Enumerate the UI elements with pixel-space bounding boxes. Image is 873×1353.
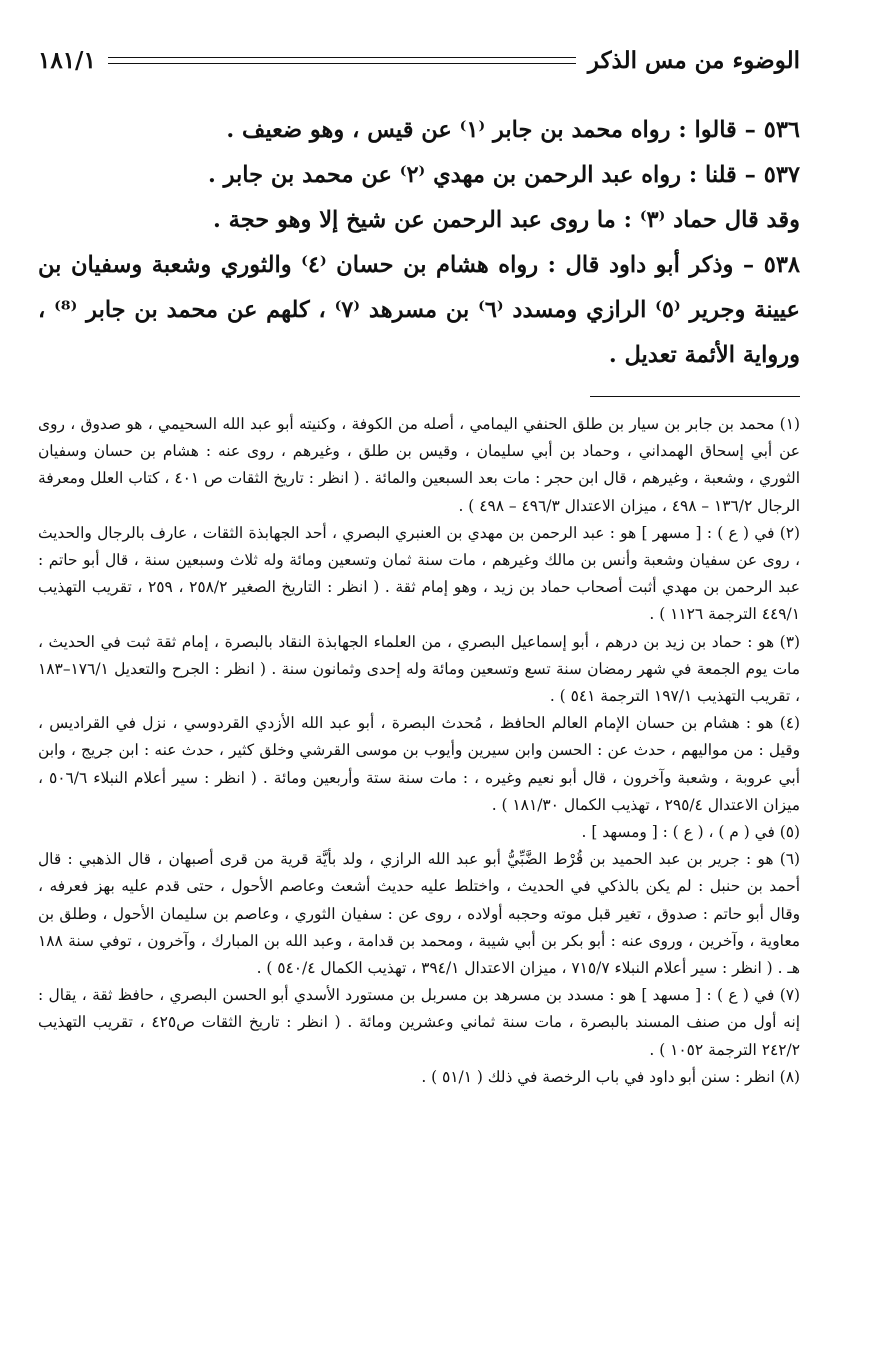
footnote-2: (٢) في ( ع ) : [ مسهر ] هو : عبد الرحمن بن مهدي بن العنبري البصري ، أحد الجهابذة الثقات ، عارف بالرجال والحديث ، روى عن سفيان وشعبة وأنس بن مالك وغيرهم ، مات سنة ثمان وتسعين ومائة وله ثلاث وسبعين سنة ، قال أبو حاتم : عبد الرحمن بن مهدي أثبت أصحاب حماد بن زيد ، وهو إمام ثقة . ( انظر : التاريخ الصغير ٢٥٨/٢ ، ٢٥٩ ، تقريب التهذيب ٤٤٩/١ الترجمة ١١٢٦ ) . bbox=[38, 523, 800, 624]
footnote-8: (٨) انظر : سنن أبو داود في باب الرخصة في ذلك ( ٥١/١ ) . bbox=[421, 1067, 800, 1086]
paragraph-538: ٥٣٨ – وذكر أبو داود قال : رواه هشام بن حسان ⁽٤⁾ والثوري وشعبة وسفيان بن عيينة وجرير ⁽٥⁾ الرازي ومسدد ⁽٦⁾ بن مسرهد ⁽٧⁾ ، كلهم عن محمد بن جابر ⁽⁸⁾ ، ورواية الأئمة تعديل . bbox=[38, 252, 800, 368]
footnote-5: (٥) في ( م ) ، ( ع ) : [ ومسهد ] . bbox=[581, 823, 800, 842]
footnote-4: (٤) هو : هشام بن حسان الإمام العالم الحافظ ، مُحدث البصرة ، أبو عبد الله الأزدي القردوسي ، نزل في القراديس ، وقيل : من مواليهم ، حدث عن : الحسن وابن سيرين وأيوب بن موسى القرشي وخلق كثير ، حدث عنه : ابن جريج ، وابن أبي عروبة ، وشعبة وآخرون ، قال أبو نعيم وغيره ، : مات سنة ستة وأربعين ومائة . ( انظر : سير أعلام النبلاء ٥٠٦/٦ ، ميزان الاعتدال ٢٩٥/٤ ، تهذيب الكمال ١٨١/٣٠ ) . bbox=[38, 714, 800, 814]
footnote-3: (٣) هو : حماد بن زيد بن درهم ، أبو إسماعيل البصري ، من العلماء الجهابذة النقاد بالبصرة ، إمام ثقة ثبت في الحديث ، مات يوم الجمعة في شهر رمضان سنة تسع وتسعين ومائة وله إحدى وثمانون سنة . ( انظر : الجرح والتعديل ١٧٦/١–١٨٣ ، تقريب التهذيب ١٩٧/١ الترجمة ٥٤١ ) . bbox=[38, 632, 800, 706]
book-page bbox=[38, 38, 800, 1328]
paragraph-hammad: وقد قال حماد ⁽٣⁾ : ما روى عبد الرحمن عن شيخ إلا وهو حجة . bbox=[213, 207, 800, 233]
running-title: الوضوء من مس الذكر bbox=[587, 46, 800, 74]
main-text bbox=[38, 108, 800, 378]
paragraph-536: ٥٣٦ – قالوا : رواه محمد بن جابر ⁽١⁾ عن قيس ، وهو ضعيف . bbox=[226, 117, 800, 143]
footnote-separator bbox=[590, 396, 800, 397]
footnotes bbox=[38, 411, 800, 1091]
paragraph-537: ٥٣٧ – قلنا : رواه عبد الرحمن بن مهدي ⁽٢⁾ عن محمد بن جابر . bbox=[207, 162, 800, 188]
header-double-rule bbox=[108, 57, 576, 64]
footnote-1: (١) محمد بن جابر بن سيار بن طلق الحنفي اليمامي ، أصله من الكوفة ، وكنيته أبو عبد الله السحيمي ، هو صدوق ، روى عن أبي إسحاق الهمداني ، وحماد بن أبي سليمان ، وقيس بن طلق ، وغيرهم ، روى عنه : هشام بن حسان وسفيان الثوري ، وشعبة ، وغيرهم ، قال ابن حجر : مات بعد السبعين والمائة . ( انظر : تاريخ الثقات ص ٤٠١ ، كتاب العلل ومعرفة الرجال ١٣٦/٢ – ٤٩٨ ، ميزان الاعتدال ٤٩٦/٣ – ٤٩٨ ) . bbox=[38, 415, 800, 515]
footnote-6: (٦) هو : جرير بن عبد الحميد بن قُرْط الضَّبِّيُّ أبو عبد الله الرازي ، ولد بأيَّة قرية من قرى أصبهان ، قال الذهبي : قال أحمد بن حنبل : لم يكن بالذكي في الحديث ، واختلط عليه حديث أشعث وعاصم الأحول ، حتى قدم عليه بهز فعرفه ، وقال أبو حاتم : صدوق ، تغير قبل موته وحجبه أولاده ، روى عن : سفيان الثوري ، وعاصم بن سليمان الأحول ، وطلق بن معاوية ، وآخرين ، وروى عنه : أبو بكر بن أبي شيبة ، ومحمد بن قدامة ، وعبد الله بن المبارك ، وآخرون ، توفي سنة ١٨٨ هـ . ( انظر : سير أعلام النبلاء ٧١٥/٧ ، ميزان الاعتدال ٣٩٤/١ ، تهذيب الكمال ٥٤٠/٤ ) . bbox=[38, 850, 800, 978]
page-number: ١٨١/١ bbox=[38, 46, 96, 74]
footnote-7: (٧) في ( ع ) : [ مسهد ] هو : مسدد بن مسرهد بن مسربل بن مستورد الأسدي أبو الحسن البصري ، حافظ ثقة ، يقال : إنه أول من صنف المسند بالبصرة ، مات سنة ثماني وعشرين ومائة . ( انظر : تاريخ الثقات ص٤٢٥ ، تقريب التهذيب ٢٤٢/٢ الترجمة ١٠٥٢ ) . bbox=[38, 986, 800, 1059]
page-header bbox=[38, 38, 800, 82]
